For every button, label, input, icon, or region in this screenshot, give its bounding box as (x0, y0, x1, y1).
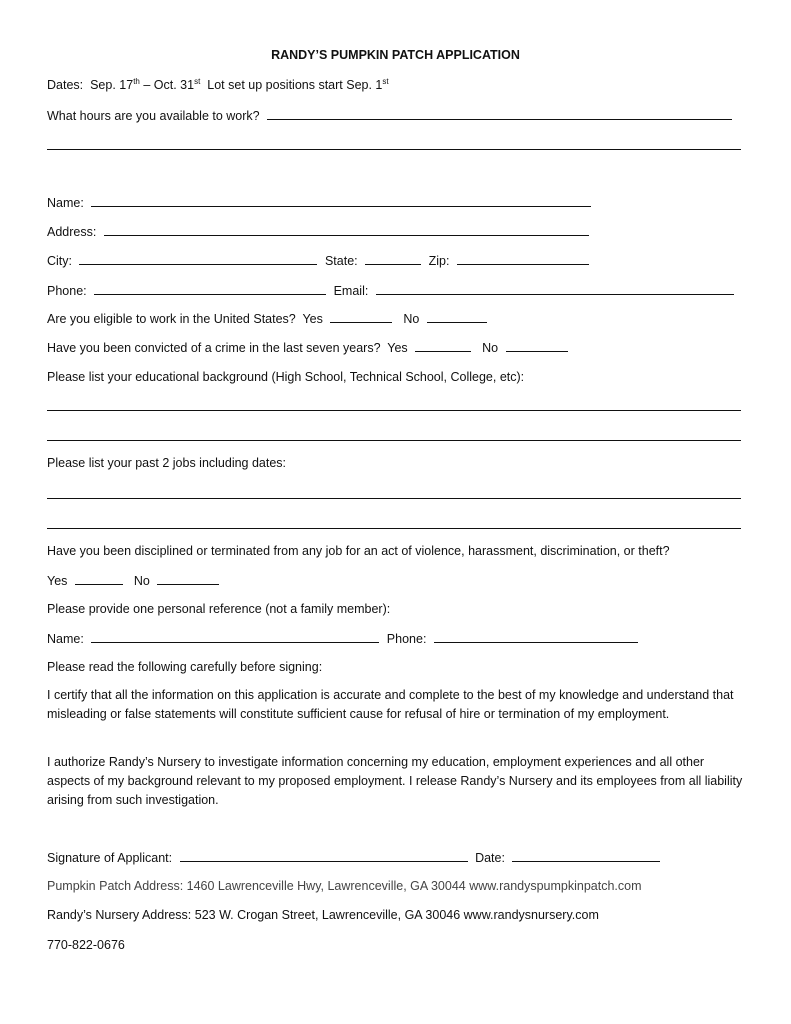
disciplined-yes-field[interactable] (75, 572, 123, 585)
eligible-line (47, 310, 491, 327)
disciplined-question: Have you been disciplined or terminated from any job for an act of violence, harassment, discrimination, or theft? (47, 544, 670, 558)
signature-field[interactable] (180, 849, 468, 862)
address-line (47, 223, 593, 240)
start-date: Sep. 17 (90, 78, 134, 92)
zip-label: Zip: (428, 254, 450, 268)
end-date: Oct. 31 (153, 78, 195, 92)
eligible-question: Are you eligible to work in the United States? (47, 312, 296, 326)
address-field[interactable] (104, 223, 589, 236)
hours-line (47, 107, 736, 124)
convicted-yes-field[interactable] (415, 339, 471, 352)
signature-line (47, 849, 664, 866)
reference-phone-field[interactable] (434, 630, 638, 643)
end-date-suffix: st (194, 76, 201, 86)
read-label: Please read the following carefully before signing: (47, 660, 323, 674)
convicted-no-label: No (482, 341, 499, 355)
reference-phone-label: Phone: (386, 632, 427, 646)
signature-label: Signature of Applicant: (47, 851, 173, 865)
name-field[interactable] (91, 194, 591, 207)
convicted-no-field[interactable] (506, 339, 568, 352)
eligible-yes-label: Yes (302, 312, 323, 326)
convicted-question: Have you been convicted of a crime in the last seven years? (47, 341, 381, 355)
signature-date-field[interactable] (512, 849, 660, 862)
city-field[interactable] (79, 252, 317, 265)
setup-note: Lot set up positions start Sep. 1 (207, 78, 383, 92)
hours-label: What hours are you available to work? (47, 109, 260, 123)
email-label: Email: (333, 284, 369, 298)
convicted-line (47, 339, 572, 356)
hours-field[interactable] (267, 107, 732, 120)
dates-line (47, 77, 389, 93)
pumpkin-patch-address: Pumpkin Patch Address: 1460 Lawrenceville Hwy, Lawrenceville, GA 30044 www.randyspumpkinpatch.com (47, 879, 642, 893)
phone-number: 770-822-0676 (47, 938, 125, 952)
name-label: Name: (47, 196, 84, 210)
phone-email-line (47, 282, 738, 299)
disciplined-yes-label: Yes (47, 574, 68, 588)
setup-date-suffix: st (382, 76, 389, 86)
email-field[interactable] (376, 282, 734, 295)
hours-field-line-2[interactable] (47, 149, 741, 150)
reference-name-label: Name: (47, 632, 84, 646)
address-label: Address: (47, 225, 97, 239)
date-dash: – (143, 78, 151, 92)
reference-name-field[interactable] (91, 630, 379, 643)
education-label: Please list your educational background (High School, Technical School, College, etc): (47, 370, 525, 384)
city-state-zip-line (47, 252, 593, 269)
jobs-field-line-1[interactable] (47, 498, 741, 499)
reference-line (47, 630, 642, 647)
education-field-line-2[interactable] (47, 440, 741, 441)
phone-field[interactable] (94, 282, 326, 295)
jobs-field-line-2[interactable] (47, 528, 741, 529)
zip-field[interactable] (457, 252, 589, 265)
signature-date-label: Date: (475, 851, 505, 865)
eligible-yes-field[interactable] (330, 310, 392, 323)
name-line (47, 194, 595, 211)
nursery-address: Randy’s Nursery Address: 523 W. Crogan Street, Lawrenceville, GA 30046 www.randysnursery.com (47, 908, 599, 922)
convicted-yes-label: Yes (387, 341, 408, 355)
certify-paragraph: I certify that all the information on this application is accurate and complete to the best of my knowledge and understand that misleading or false statements will constitute sufficient cause for refusal of hire or termination of my employment. (47, 688, 734, 721)
phone-label: Phone: (47, 284, 87, 298)
reference-label: Please provide one personal reference (not a family member): (47, 602, 391, 616)
state-field[interactable] (365, 252, 421, 265)
state-label: State: (324, 254, 358, 268)
jobs-label: Please list your past 2 jobs including dates: (47, 456, 287, 470)
eligible-no-field[interactable] (427, 310, 487, 323)
authorize-paragraph: I authorize Randy’s Nursery to investigate information concerning my education, employment experiences and all other aspects of my background relevant to my proposed employment. I release Randy’s Nursery and its employees from all liability arising from such investigation. (47, 755, 743, 807)
disciplined-no-label: No (133, 574, 150, 588)
disciplined-answer-line (47, 572, 223, 589)
dates-label: Dates: (47, 78, 84, 92)
disciplined-no-field[interactable] (157, 572, 219, 585)
education-field-line-1[interactable] (47, 410, 741, 411)
eligible-no-label: No (403, 312, 420, 326)
start-date-suffix: th (133, 76, 140, 86)
city-label: City: (47, 254, 72, 268)
form-title: RANDY’S PUMPKIN PATCH APPLICATION (271, 48, 520, 62)
